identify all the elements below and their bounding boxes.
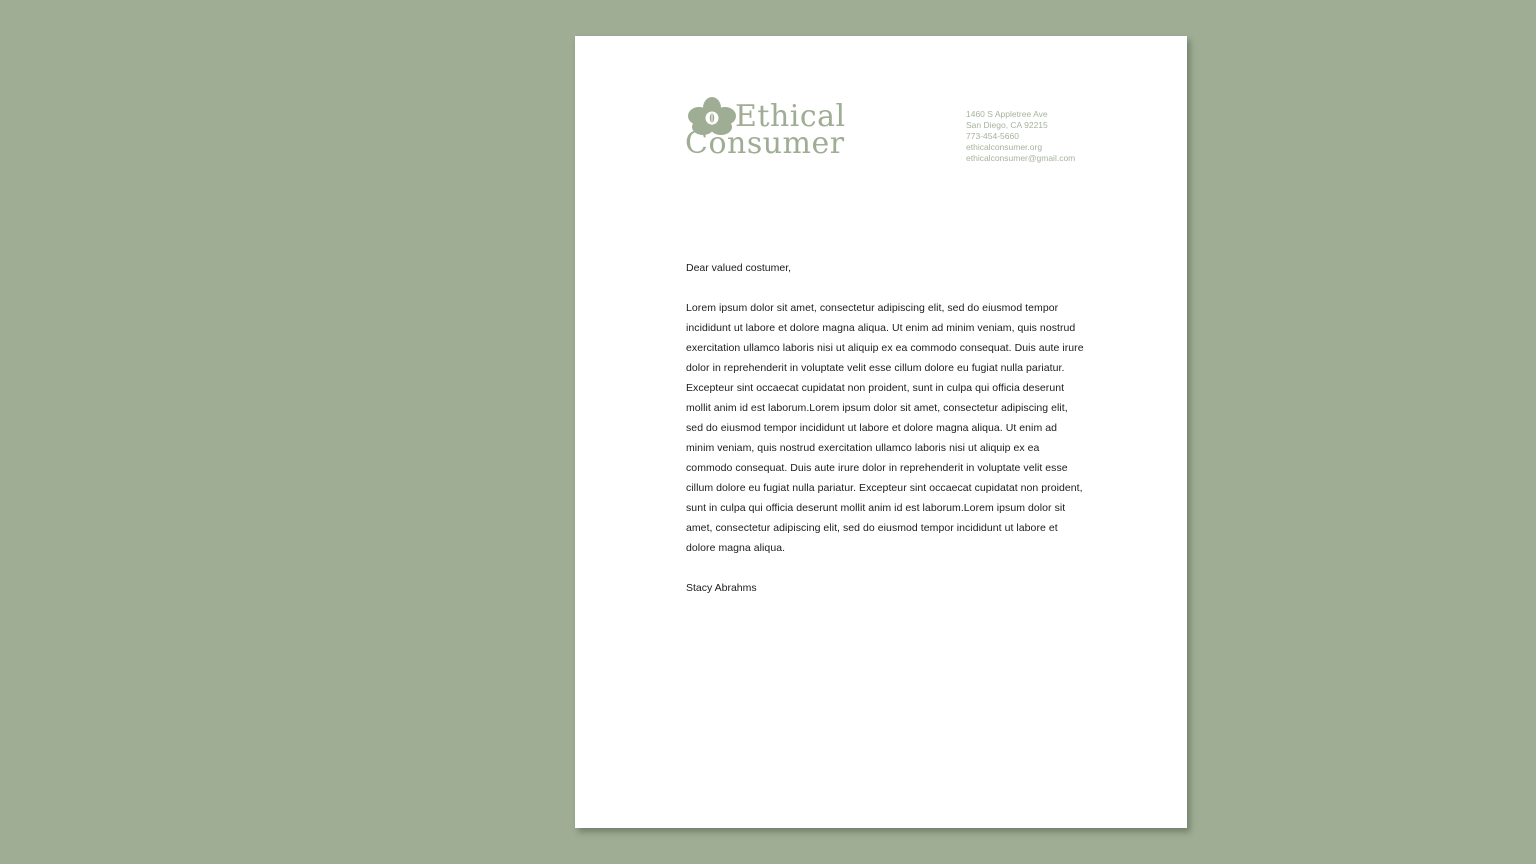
logo-text-consumer: Consumer xyxy=(685,126,845,161)
company-logo xyxy=(685,94,885,164)
contact-city: San Diego, CA 92215 xyxy=(966,120,1048,130)
contact-block xyxy=(966,109,1075,164)
contact-website: ethicalconsumer.org xyxy=(966,142,1043,152)
logo-text-ethical: Ethical xyxy=(735,99,846,134)
letter-content xyxy=(686,258,1086,598)
letter-page xyxy=(575,36,1187,828)
letter-signature: Stacy Abrahms xyxy=(686,582,757,594)
contact-email: ethicalconsumer@gmail.com xyxy=(966,153,1076,163)
letter-salutation: Dear valued costumer, xyxy=(686,262,792,274)
letter-body: Lorem ipsum dolor sit amet, consectetur adipiscing elit, sed do eiusmod tempor incididunt ut labore et dolore magna aliqua. Ut enim ad minim veniam, quis nostrud exercitation ullamco laboris nisi ut aliquip ex ea commodo consequat. Duis aute irure dolor in reprehenderit in voluptate velit esse cillum dolore eu fugiat nulla pariatur. Excepteur sint occaecat cupidatat non proident, sunt in culpa qui officia deserunt mollit anim id est laborum.Lorem ipsum dolor sit amet, consectetur adipiscing elit, sed do eiusmod tempor incididunt ut labore et dolore magna aliqua. Ut enim ad minim veniam, quis nostrud exercitation ullamco laboris nisi ut aliquip ex ea commodo consequat. Duis aute irure dolor in reprehenderit in voluptate velit esse cillum dolore eu fugiat nulla pariatur. Excepteur sint occaecat cupidatat non proident, sunt in culpa qui officia deserunt mollit anim id est laborum.Lorem ipsum dolor sit amet, consectetur adipiscing elit, sed do eiusmod tempor incididunt ut labore et dolore magna aliqua. xyxy=(686,302,1084,554)
contact-phone: 773-454-5660 xyxy=(966,131,1019,141)
contact-street: 1460 S Appletree Ave xyxy=(966,109,1048,119)
